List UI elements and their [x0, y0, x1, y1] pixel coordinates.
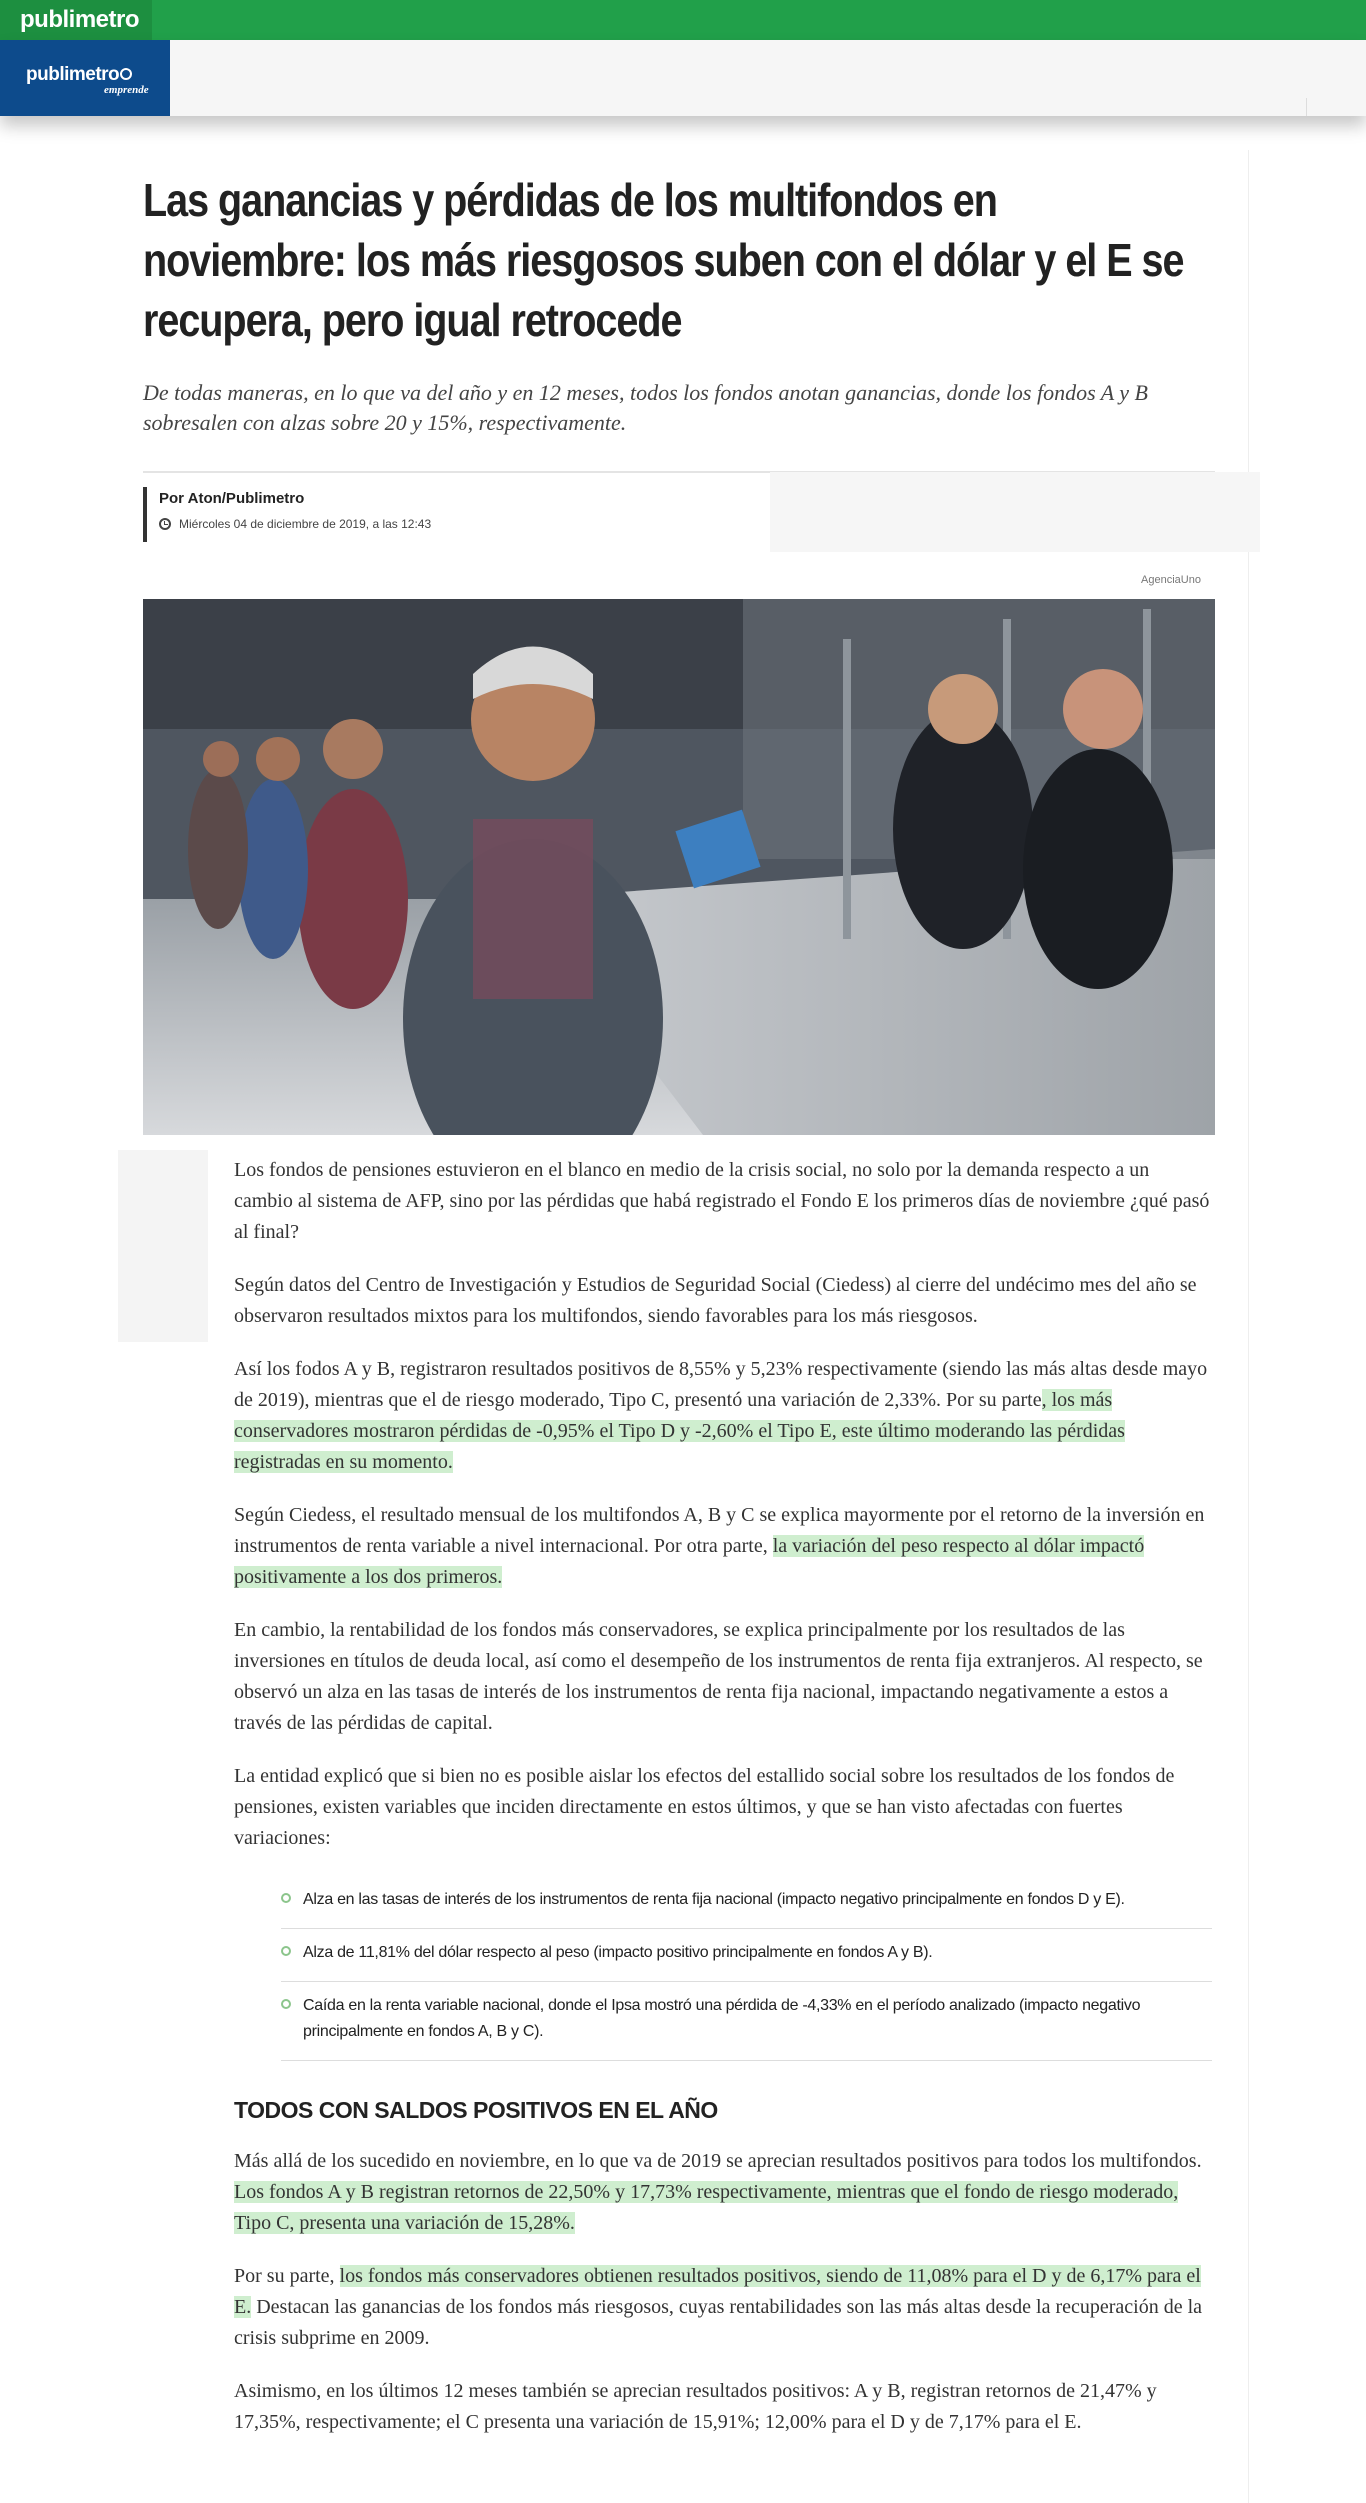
paragraph-7 [234, 2146, 1212, 2239]
right-sidebar [1248, 150, 1366, 2503]
section-bar [0, 40, 1366, 116]
text: Destacan las ganancias de los fondos más riesgosos, cuyas rentabilidades son las más altas desde la recuperación de la crisis subprime en 2009. [234, 2296, 1203, 2349]
circle-bullet-icon [281, 1946, 291, 1956]
paragraph-1: Los fondos de pensiones estuvieron en el blanco en medio de la crisis social, no solo por la demanda respecto a un cambio al sistema de AFP, sino por las pérdidas que habá registrado el Fondo E los primeros días de noviembre ¿qué pasó al final? [234, 1159, 1210, 1243]
text: Más allá de los sucedido en noviembre, en lo que va de 2019 se aprecian resultados positivos para todos los multifondos. [234, 2150, 1202, 2172]
photo-credit: AgenciaUno [1141, 574, 1201, 586]
emprende-logo[interactable] [0, 40, 170, 116]
paragraph-9: Asimismo, en los últimos 12 meses también se aprecian resultados positivos: A y B, registran retornos de 21,47% y 17,35%, respectivamente; el C presenta una variación de 15,91%; 12,00% para el D y de 7,17% para el E. [234, 2380, 1157, 2433]
list-item [281, 1876, 1212, 1929]
paragraph-2: Según datos del Centro de Investigación y Estudios de Seguridad Social (Ciedess) al cierre del undécimo mes del año se observaron resultados mixtos para los multifondos, siendo favorables para los más riesgosos. [234, 1274, 1197, 1327]
list-item-text: Alza de 11,81% del dólar respecto al peso (impacto positivo principalmente en fondos A y B). [303, 1944, 933, 1961]
emprende-logo-text: publimetro [26, 64, 120, 85]
highlighted-text: Los fondos A y B registran retornos de 22,50% y 17,73% respectivamente, mientras que el fondo de riesgo moderado, Tipo C, presenta una variación de 15,28%. [234, 2181, 1179, 2234]
article-body [234, 1155, 1212, 2460]
top-navigation-bar [0, 0, 1366, 40]
list-item [281, 1982, 1212, 2061]
share-area [770, 472, 1260, 552]
paragraph-5: En cambio, la rentabilidad de los fondos más conservadores, se explica principalmente por los resultados de las inversiones en títulos de deuda local, así como el desempeño de los instrumentos de renta fija extranjeros. Al respecto, se observó un alza en las tasas de interés de los instrumentos de renta fija nacional, impactando negativamente a estos a través de las pérdidas de capital. [234, 1619, 1203, 1734]
publish-date [159, 517, 431, 531]
text: Según Ciedess, el resultado mensual de los multifondos A, B y C se explica mayormente por el retorno de la inversión en instrumentos de renta variable a nivel internacional. Por otra parte, [234, 1504, 1205, 1557]
paragraph-3 [234, 1354, 1212, 1478]
list-item-text: Alza en las tasas de interés de los instrumentos de renta fija nacional (impacto negativo principalmente en fondos D y E). [303, 1891, 1125, 1908]
logo-text: publimetro [20, 6, 139, 33]
emprende-tagline: emprende [104, 84, 149, 96]
globe-icon [120, 68, 132, 80]
byline [143, 487, 431, 542]
author-name[interactable]: Por Aton/Publimetro [159, 490, 305, 507]
list-item-text: Caída en la renta variable nacional, donde el Ipsa mostró una pérdida de -4,33% en el período analizado (impacto negativo principalmente en fondos A, B y C). [303, 1997, 1141, 2040]
highlighted-text: la variación del peso respecto al dólar impactó positivamente a los dos primeros. [234, 1535, 1145, 1588]
highlighted-text: , los más conservadores mostraron pérdidas de -0,95% el Tipo D y -2,60% el Tipo E, este último moderando las pérdidas registradas en su momento. [234, 1389, 1125, 1473]
paragraph-4 [234, 1500, 1212, 1593]
clock-icon [159, 518, 171, 530]
publimetro-logo[interactable] [0, 0, 152, 40]
article-photo [143, 599, 1215, 1135]
circle-bullet-icon [281, 1999, 291, 2009]
highlighted-text: los fondos más conservadores obtienen resultados positivos, siendo de 11,08% para el D y de 6,17% para el E. [234, 2265, 1201, 2318]
text: Así los fodos A y B, registraron resultados positivos de 8,55% y 5,23% respectivamente (siendo las más altas desde mayo de 2019), mientras que el de riesgo moderado, Tipo C, presentó una variación de 2,33%. Por su parte [234, 1358, 1208, 1411]
text: Por su parte, [234, 2265, 340, 2287]
paragraph-8 [234, 2261, 1212, 2354]
article-dek: De todas maneras, en lo que va del año y en 12 meses, todos los fondos anotan ganancias, donde los fondos A y B sobresalen con alzas sobre 20 y 15%, respectivamente. [143, 380, 1148, 435]
paragraph-6: La entidad explicó que si bien no es posible aislar los efectos del estallido social sobre los resultados de los fondos de pensiones, existen variables que inciden directamente en estos últimos, y que se han visto afectadas con fuertes variaciones: [234, 1765, 1175, 1849]
circle-bullet-icon [281, 1893, 291, 1903]
article-headline: Las ganancias y pérdidas de los multifondos en noviembre: los más riesgosos suben con el dólar y el E se recupera, pero igual retrocede [143, 174, 1184, 346]
date-text: Miércoles 04 de diciembre de 2019, a las 12:43 [179, 517, 432, 531]
section-subheading: TODOS CON SALDOS POSITIVOS EN EL AÑO [234, 2097, 718, 2123]
list-item [281, 1929, 1212, 1982]
variables-list [281, 1876, 1212, 2061]
divider [1306, 98, 1307, 116]
ad-placeholder [118, 1150, 208, 1342]
